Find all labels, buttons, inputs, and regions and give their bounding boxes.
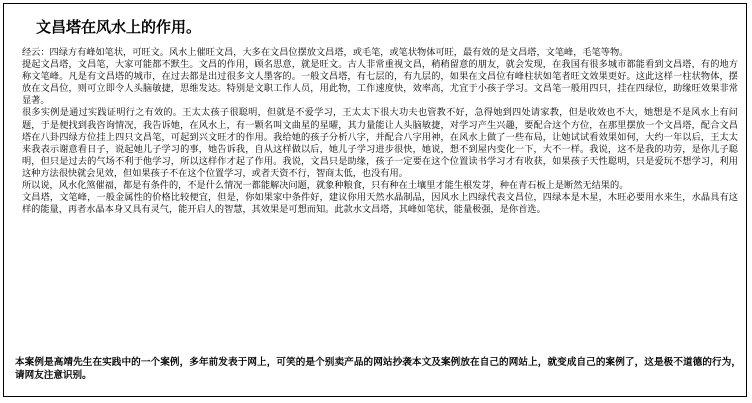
article-frame: [3, 3, 747, 397]
paragraph-crystal: 文昌塔，文笔峰，一般金属性的价格比较便宜，但是，你如果家中条件好，建议你用天然水晶制品，因风水上四绿代表文昌位，四绿本是木星，木旺必要用水来生，水晶具有这样的能量，再者水晶本身又具有灵气，能开启人的智慧，其效果是可想而知。此款水文昌塔，其峰如笔状，能量极强，是你首选。: [22, 192, 738, 216]
article-body: [22, 47, 738, 216]
article-title: 文昌塔在风水上的作用。: [36, 18, 202, 36]
paragraph-case: 很多实例是通过实践证明行之有效的。王太太孩子很聪明，但就是不爱学习，王太太下很大功夫也管教不好，急得她到四处请家教，但是收效也不大，她想是不是风水上有问题，于是便找到我咨询情况，我告诉她，在风水上，有一颗名叫文曲星的星曜，其力量能让人头脑敏捷，对学习产生兴趣，要配合这个方位，在那里摆放一个文昌塔，配合文昌塔在八卦四绿方位挂上四只文昌笔，可起到兴文旺才的作用。我给她的孩子分析八字，并配合八字用神，在风水上做了一些布局，让她试试看效果如何，大约一年以后，王太太来我表示谢意看日子，说起她儿子学习的事，她告诉我，自从这样做以后，她儿子学习进步很快，她说，想不到屋内变化一下，大不一样。我说，这不是我的功劳，是你儿子聪明，但只是过去的气场不利于他学习，所以这样作才起了作用。我说，文昌只是助缘，孩子一定要在这个位置读书学习才有收获，如果孩子天性聪明，只是爱玩不想学习，利用这种方法很快就会见效，但如果孩子不在这个位置学习，或者天资不行，智商太低，也没有用。: [22, 107, 738, 179]
paragraph-intro: 经云：四绿方有峰如笔状，可旺文。风水上催旺文昌，大多在文昌位摆放文昌塔，或毛笔，或笔状物体可旺，最有效的是文昌塔，文笔峰，毛笔等物。: [22, 47, 629, 58]
paragraph-conditions: 所以说，风水化煞催福，都是有条件的，不是什么情况一都能解决问题，就象种粮食，只有种在土壤里才能生根发芽，种在青石板上是断然无结果的。: [22, 180, 629, 192]
copyright-notice: 本案例是高靖先生在实践中的一个案例，多年前发表于网上，可笑的是个别卖产品的网站抄袭本文及案例放在自己的网站上，就变成自己的案例了，这是极不道德的行为，请网友注意识别。: [15, 357, 741, 381]
paragraph-wenchang: 提起文昌塔，文昌笔，大家可能都不默生。文昌的作用，顾名思意，就是旺文。古人非常重视文昌，稍稍留意的朋友，就会发现，在我国有很多城市都能看到文昌塔，有的地方称文笔峰。凡是有文昌塔的城市，在过去都是出过很多文人墨客的。一般文昌塔，有七层的，有九层的，如果在文昌位有峰柱状如笔者旺文效果更好。这此这样一柱状物体，摆放在文昌位，则可立即令人头脑敏捷，思维发达。特别是文职工作人员，用此物，工作速度快，效率高，尤宜于小孩子学习。文昌笔一般用四只，挂在四绿位，助缘旺效果非常显著。: [22, 59, 738, 107]
